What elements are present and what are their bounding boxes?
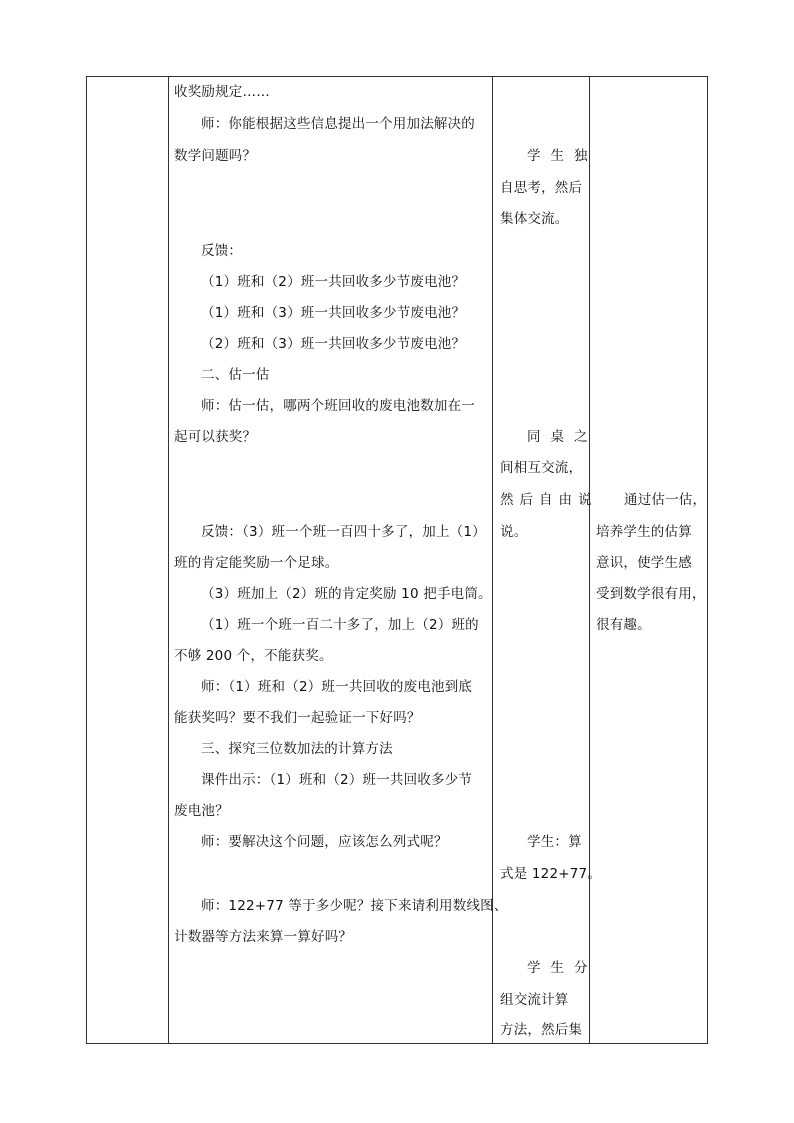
student-line: 学生分 <box>527 960 598 976</box>
process-line: 师：要解决这个问题，应该怎么列式呢？ <box>201 834 448 850</box>
table-border-right <box>707 76 708 1043</box>
student-line: 同桌之 <box>527 429 598 445</box>
process-line: 能获奖吗？要不我们一起验证一下好吗？ <box>174 710 421 726</box>
process-line: 收奖励规定…… <box>174 84 270 100</box>
process-line: 师：你能根据这些信息提出一个用加法解决的 <box>201 116 475 132</box>
process-line: （1）班一个班一百二十多了，加上（2）班的 <box>201 617 479 633</box>
process-line: 废电池？ <box>174 803 229 819</box>
intent-line: 意识，使学生感 <box>596 555 692 571</box>
process-line: 课件出示：（1）班和（2）班一共回收多少节 <box>201 772 473 788</box>
student-line: 自思考，然后 <box>500 180 583 196</box>
student-line: 式是 122+77。 <box>500 866 602 882</box>
intent-line: 受到数学很有用， <box>596 586 706 602</box>
intent-line: 通过估一估， <box>624 492 707 508</box>
process-line: 师：122+77 等于多少呢？接下来请利用数线图、 <box>201 898 508 914</box>
process-line: （2）班和（3）班一共回收多少节废电池？ <box>201 336 466 352</box>
intent-line: 很有趣。 <box>596 617 651 633</box>
table-divider-3 <box>589 76 590 1043</box>
student-line: 方法，然后集 <box>500 1022 583 1038</box>
process-line: 数学问题吗？ <box>174 148 257 164</box>
student-line: 学生：算 <box>527 834 582 850</box>
process-line: （1）班和（2）班一共回收多少节废电池？ <box>201 274 466 290</box>
table-border-left <box>86 76 87 1043</box>
process-line: 不够 200 个，不能获奖。 <box>174 648 333 664</box>
process-line: 反馈：（3）班一个班一百四十多了，加上（1） <box>201 524 486 540</box>
section-heading: 三、探究三位数加法的计算方法 <box>201 741 393 757</box>
process-line: 计数器等方法来算一算好吗？ <box>174 929 353 945</box>
table-divider-1 <box>168 76 169 1043</box>
student-line: 组交流计算 <box>500 992 569 1008</box>
student-line: 学生独 <box>527 148 598 164</box>
table-bottom-border <box>86 1043 708 1044</box>
process-line: （3）班加上（2）班的肯定奖励 10 把手电筒。 <box>201 586 492 602</box>
process-line: （1）班和（3）班一共回收多少节废电池？ <box>201 305 466 321</box>
process-line: 师：估一估，哪两个班回收的废电池数加在一 <box>201 398 475 414</box>
section-heading: 二、估一估 <box>201 367 270 383</box>
process-line: 师：（1）班和（2）班一共回收的废电池到底 <box>201 679 473 695</box>
process-line: 班的肯定能奖励一个足球。 <box>174 555 339 571</box>
intent-line: 培养学生的估算 <box>596 524 692 540</box>
student-line: 然后自由说 <box>500 492 598 508</box>
student-line: 说。 <box>500 524 528 540</box>
student-line: 集体交流。 <box>500 211 569 227</box>
process-line: 反馈： <box>201 243 243 259</box>
table-top-border <box>86 76 708 77</box>
process-line: 起可以获奖？ <box>174 429 257 445</box>
student-line: 间相互交流， <box>500 460 583 476</box>
